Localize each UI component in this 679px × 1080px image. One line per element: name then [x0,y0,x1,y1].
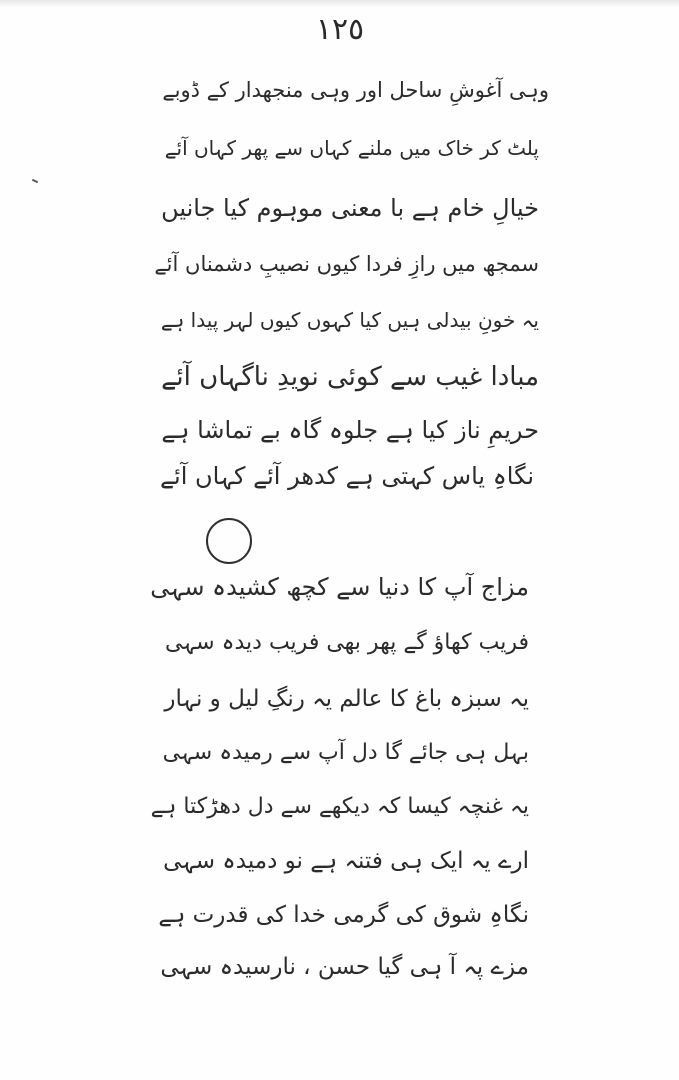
poem-2-line-6: ارے یہ ایک ہی فتنہ ہے نو دمیدہ سہی [163,848,529,874]
poem-2-line-2: فریب کھاؤ گے پھر بھی فریب دیدہ سہی [164,630,529,655]
page-number: ١٢٥ [315,12,365,47]
poem-1-line-5: یہ خونِ بیدلی ہیں کیا کہوں کیوں لہر پیدا ہے [160,308,539,332]
poem-1-line-3: خیالِ خام ہے با معنی موہوم کیا جانیں [161,194,539,222]
poem-2-line-7: نگاہِ شوق کی گرمی خدا کی قدرت ہے [158,902,529,928]
poem-2-line-1: مزاج آپ کا دنیا سے کچھ کشیدہ سہی [150,573,529,601]
poem-1-line-7: حریمِ ناز کیا ہے جلوہ گاہ بے تماشا ہے [161,416,539,444]
poem-1-line-1: وہی آغوشِ ساحل اور وہی منجھدار کے ڈوبے [162,78,549,102]
poem-2-line-5: یہ غنچہ کیسا کہ دیکھے سے دل دھڑکتا ہے [150,794,529,819]
page-top-edge [0,0,679,8]
stray-ink-mark [32,179,38,183]
poem-1-line-2: پلٹ کر خاک میں ملنے کہاں سے پھر کہاں آئے [164,136,539,160]
poem-2-line-3: یہ سبزہ باغ کا عالم یہ رنگِ لیل و نہار [164,686,529,712]
poem-1-line-6: مبادا غیب سے کوئی نویدِ ناگہاں آئے [161,362,539,392]
poem-2-line-8: مزے پہ آ ہی گیا حسن ، نارسیدہ سہی [160,954,529,980]
poem-1-line-4: سمجھ میں رازِ فردا کیوں نصیبِ دشمناں آئے [154,252,539,276]
circle-ornament [206,518,252,564]
poem-2-line-4: بہل ہی جائے گا دل آپ سے رمیدہ سہی [162,740,529,765]
poem-1-line-8: نگاہِ یاس کہتی ہے کدھر آئے کہاں آئے [159,462,534,490]
